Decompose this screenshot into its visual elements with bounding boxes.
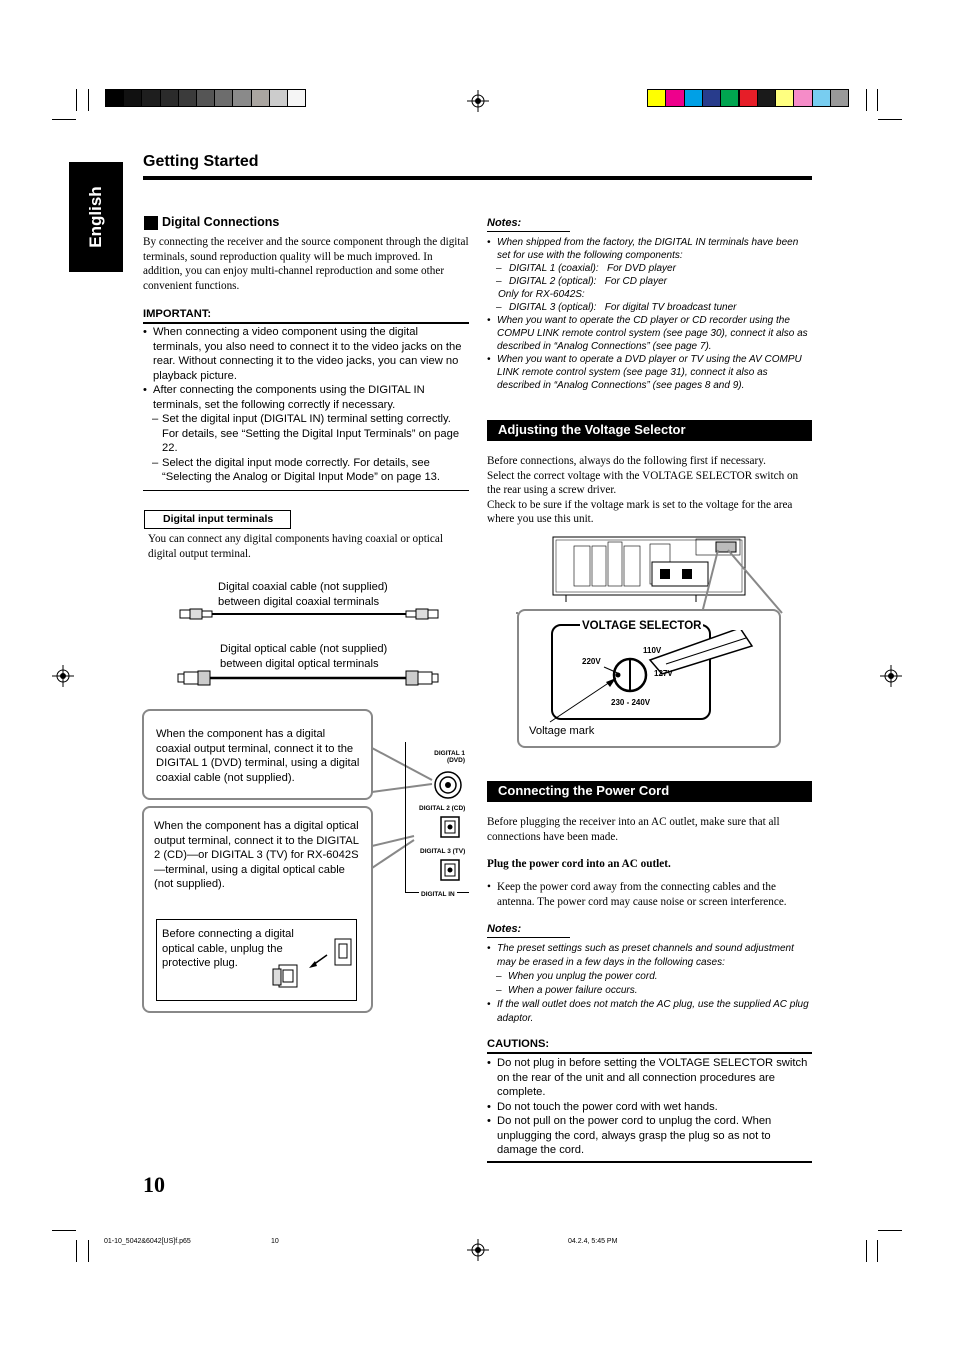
footer-file-page: 10: [271, 1238, 279, 1245]
grayscale-swatch: [251, 89, 270, 107]
grayscale-swatch: [160, 89, 179, 107]
digital-input-terminals-caption: Digital input terminals: [144, 510, 291, 529]
voltage-section-header: Adjusting the Voltage Selector: [487, 420, 812, 441]
coaxial-callout-text: When the component has a digital coaxial output terminal, connect it to the DIGITAL 1 (DVD) terminal, using a digital coaxial cable (not supplied).: [156, 728, 360, 784]
grayscale-swatch: [214, 89, 233, 107]
color-swatch: [830, 89, 849, 107]
color-swatch: [757, 89, 776, 107]
digital-connections-intro: By connecting the receiver and the source component through the digital terminals, sound reproduction quality will be much improved. In addition, you can enjoy multi-channel reproduction and some other convenient functions.: [143, 236, 469, 292]
important-end-rule: [143, 490, 469, 491]
registration-mark-right: [880, 665, 902, 687]
power-cord-section-header: Connecting the Power Cord: [487, 781, 812, 802]
voltage-text-line-3: Check to be sure if the voltage mark is set to the voltage for the area where you use this unit.: [487, 498, 793, 525]
registration-mark-bottom: [467, 1239, 489, 1261]
protective-plug-text: Before connecting a digital optical cable, unplug the protective plug.: [162, 928, 294, 970]
color-swatch: [812, 89, 831, 107]
notes-bottom-subitem: – When you unplug the power cord.: [487, 970, 813, 984]
important-item: • After connecting the components using the DIGITAL IN terminals, set the following correctly if necessary.: [143, 383, 469, 412]
digital1-label: DIGITAL 1 (DVD): [434, 750, 465, 764]
important-subitem: – Select the digital input mode correctly. For details, see “Selecting the Analog or Digital Input Mode” on page 13.: [143, 456, 469, 485]
cautions-label: CAUTIONS:: [487, 1038, 550, 1050]
notes-bottom-rule: [487, 937, 570, 938]
notes-top-subitem: – DIGITAL 3 (optical): For digital TV broadcast tuner: [487, 301, 813, 314]
important-label: IMPORTANT:: [143, 308, 212, 320]
power-cord-instruction: Plug the power cord into an AC outlet.: [487, 858, 671, 870]
voltage-230-240-label: 230 - 240V: [611, 698, 651, 707]
color-swatch: [647, 89, 666, 107]
grayscale-swatch: [232, 89, 251, 107]
optical-cable-illustration: [176, 669, 440, 687]
important-list: [143, 325, 469, 485]
notes-bottom-list: [487, 942, 813, 1026]
color-swatch: [775, 89, 794, 107]
language-tab-label: English: [86, 186, 105, 248]
page-number: 10: [143, 1172, 165, 1197]
coax-cable-label-line-2: between digital coaxial terminals: [218, 596, 380, 608]
notes-top-list: [487, 236, 813, 392]
registration-mark-left: [52, 665, 74, 687]
voltage-text: [487, 454, 813, 527]
grayscale-swatch: [178, 89, 197, 107]
notes-top-subitem: – DIGITAL 1 (coaxial): For DVD player: [487, 262, 813, 275]
voltage-mark-label: Voltage mark: [529, 725, 595, 737]
notes-bottom-item: • If the wall outlet does not match the AC plug, use the supplied AC plug adaptor.: [487, 998, 813, 1026]
coaxial-cable-illustration: [178, 606, 440, 622]
grayscale-swatch: [123, 89, 142, 107]
notes-top-item: • When shipped from the factory, the DIGITAL IN terminals have been set for use with the following components:: [487, 236, 813, 262]
color-swatch: [739, 89, 758, 107]
digital-input-terminals-text: You can connect any digital components having coaxial or optical digital output terminal.: [148, 533, 443, 560]
color-swatch: [684, 89, 703, 107]
color-swatch: [665, 89, 684, 107]
digital2-label: DIGITAL 2 (CD): [419, 805, 466, 812]
grayscale-swatch: [105, 89, 124, 107]
digital2-optical-jack: [440, 816, 460, 838]
notes-bottom-label: Notes:: [487, 923, 522, 935]
protective-plug-illustration: [265, 935, 355, 995]
notes-top-subitem: – DIGITAL 2 (optical): For CD player: [487, 275, 813, 288]
power-cord-bullet-list: [487, 880, 813, 909]
digital-in-panel: [405, 742, 469, 900]
voltage-220-label: 220V: [582, 657, 601, 666]
color-swatch: [720, 89, 739, 107]
optical-cable-label: [220, 642, 387, 672]
notes-top-item: • When you want to operate the CD player or CD recorder using the COMPU LINK remote control system (see page 30), connect it also as described in “Analog Connections” (see page 7).: [487, 314, 813, 353]
grayscale-swatch: [141, 89, 160, 107]
cautions-rule: [487, 1052, 812, 1054]
digital-in-label: DIGITAL IN: [421, 891, 455, 898]
grayscale-swatch: [196, 89, 215, 107]
footer-timestamp: 04.2.4, 5:45 PM: [568, 1238, 618, 1245]
optical-cable-label-line-2: between digital optical terminals: [220, 658, 379, 670]
important-subitem: – Set the digital input (DIGITAL IN) terminal setting correctly. For details, see “Setting the Digital Input Terminals” on page 22.: [143, 412, 469, 456]
power-cord-text: Before plugging the receiver into an AC outlet, make sure that all connections have been made.: [487, 816, 780, 843]
color-swatch: [702, 89, 721, 107]
language-tab: [69, 162, 123, 272]
voltage-text-line-1: Before connections, always do the following first if necessary.: [487, 455, 766, 467]
digital-connections-title: Digital Connections: [162, 215, 280, 229]
important-rule: [143, 322, 469, 324]
digital3-label: DIGITAL 3 (TV): [420, 848, 466, 855]
cautions-list: [487, 1056, 813, 1158]
caution-item: • Do not plug in before setting the VOLTAGE SELECTOR switch on the rear of the unit and all connection procedures are complete.: [487, 1056, 813, 1100]
notes-top-only-label: Only for RX-6042S:: [498, 289, 585, 300]
coax-cable-label-line-1: Digital coaxial cable (not supplied): [218, 581, 388, 593]
notes-top-label: Notes:: [487, 217, 522, 229]
notes-bottom-subitem: – When a power failure occurs.: [487, 984, 813, 998]
header-rule: [143, 176, 812, 180]
notes-top-item: • When you want to operate a DVD player or TV using the AV COMPU LINK remote control system (see page 31), connect it also as described in “Analog Connections” (see pages 8 and 9).: [487, 353, 813, 392]
voltage-110-label: 110V: [643, 646, 662, 655]
cautions-end-rule: [487, 1161, 812, 1163]
caution-item: • Do not touch the power cord with wet hands.: [487, 1100, 813, 1115]
color-swatch: [793, 89, 812, 107]
notes-top-rule: [487, 231, 570, 232]
zoom-connector-lines: [516, 540, 784, 615]
voltage-text-line-2: Select the correct voltage with the VOLTAGE SELECTOR switch on the rear using a screw driver.: [487, 469, 799, 496]
voltage-127-label: 127V: [654, 669, 673, 678]
voltage-dial-illustration: [540, 630, 780, 730]
digital1-coaxial-jack: [433, 770, 463, 800]
page-section-title: Getting Started: [143, 153, 259, 170]
digital3-optical-jack: [440, 859, 460, 881]
optical-cable-label-line-1: Digital optical cable (not supplied): [220, 643, 388, 655]
digital-connections-square-icon: [144, 216, 158, 230]
registration-mark-top: [467, 90, 489, 112]
caution-item: • Do not pull on the power cord to unplug the cord. When unplugging the cord, always grasp the plug so as not to damage the cord.: [487, 1114, 813, 1158]
power-cord-bullet: • Keep the power cord away from the connecting cables and the antenna. The power cord may cause noise or screen interference.: [487, 880, 813, 909]
grayscale-swatch: [287, 89, 306, 107]
voltage-selector-label: VOLTAGE SELECTOR: [582, 620, 702, 632]
optical-callout-text: When the component has a digital optical output terminal, connect it to the DIGITAL 2 (CD)—or DIGITAL 3 (TV) for RX-6042S—terminal, using a digital optical cable (not supplied).: [154, 820, 359, 891]
grayscale-swatch: [269, 89, 288, 107]
footer-file-name: 01-10_5042&6042[US]f.p65: [104, 1238, 191, 1245]
notes-bottom-item: • The preset settings such as preset channels and sound adjustment may be erased in a few days in the following cases:: [487, 942, 813, 970]
important-item: • When connecting a video component using the digital terminals, you also need to connect it to the video jacks on the rear. Without connecting it to the video jacks, you can view no playback picture.: [143, 325, 469, 383]
